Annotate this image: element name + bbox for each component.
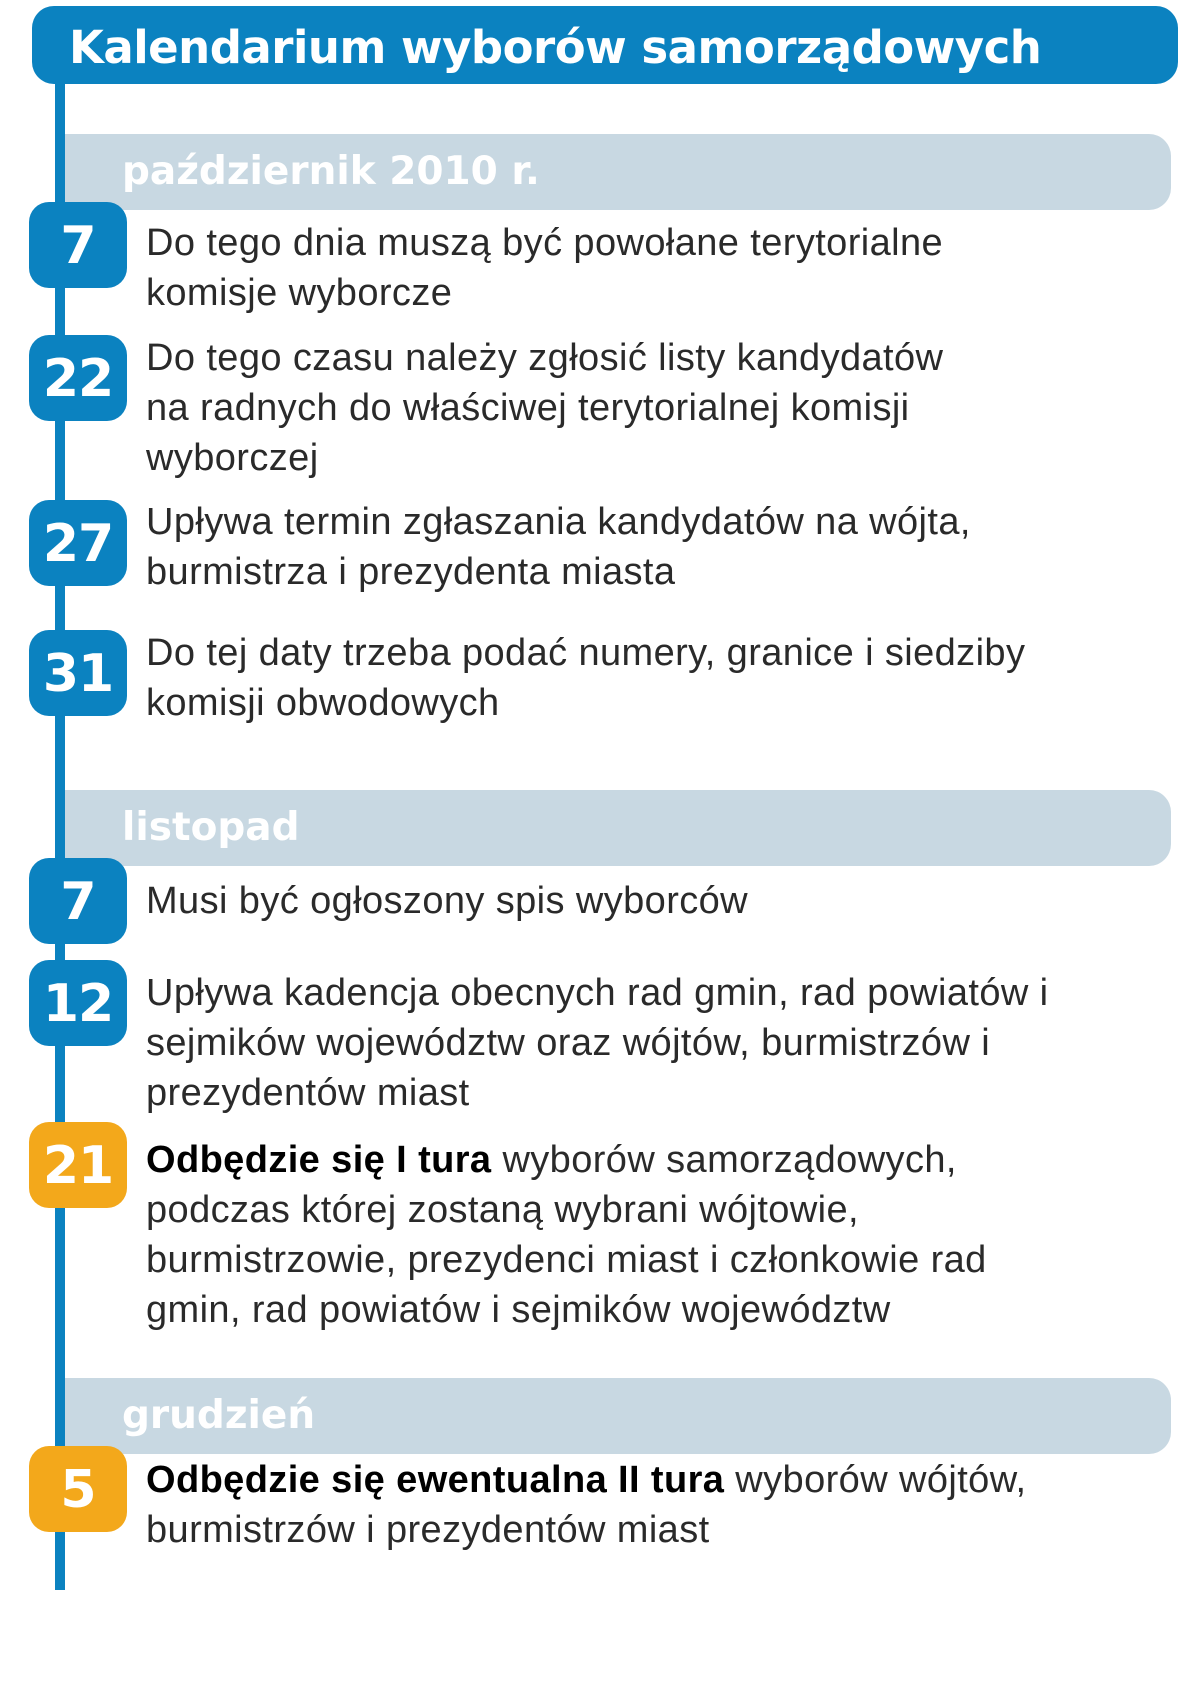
event-description-rest: wyborów wójtów, burmistrzów i prezydentów miast (146, 1459, 1027, 1551)
event-emphasis: Odbędzie się ewentualna II tura (146, 1459, 725, 1501)
event-description (146, 1455, 1096, 1555)
month-header-november: listopad (65, 790, 1171, 866)
day-badge: 7 (29, 858, 127, 944)
event-emphasis: Odbędzie się I tura (146, 1139, 492, 1181)
day-badge: 7 (29, 202, 127, 288)
event-description: Do tego czasu należy zgłosić listy kandydatów na radnych do właściwej terytorialnej komisji wyborczej (146, 337, 944, 479)
day-badge: 27 (29, 500, 127, 586)
event-description: Do tego dnia muszą być powołane terytorialne komisje wyborcze (146, 222, 944, 314)
timeline-line (55, 70, 65, 1590)
event-description-rest: wyborów samorządowych, podczas której zostaną wybrani wójtowie, burmistrzowie, prezydenci miast i członkowie rad gmin, rad powiatów i sejmików województw (146, 1139, 987, 1331)
event-description (146, 1135, 1046, 1335)
day-badge: 31 (29, 630, 127, 716)
event-description: Upływa termin zgłaszania kandydatów na wójta, burmistrza i prezydenta miasta (146, 501, 971, 593)
day-badge: 22 (29, 335, 127, 421)
page-title: Kalendarium wyborów samorządowych (32, 6, 1178, 84)
event-description: Upływa kadencja obecnych rad gmin, rad powiatów i sejmików województw oraz wójtów, burmistrzów i prezydentów miast (146, 972, 1049, 1114)
month-header-december: grudzień (65, 1378, 1171, 1454)
month-header-october: październik 2010 r. (65, 134, 1171, 210)
day-badge: 12 (29, 960, 127, 1046)
event-description: Do tej daty trzeba podać numery, granice i siedziby komisji obwodowych (146, 632, 1026, 724)
day-badge-highlight: 5 (29, 1446, 127, 1532)
event-description: Musi być ogłoszony spis wyborców (146, 880, 749, 922)
day-badge-highlight: 21 (29, 1122, 127, 1208)
